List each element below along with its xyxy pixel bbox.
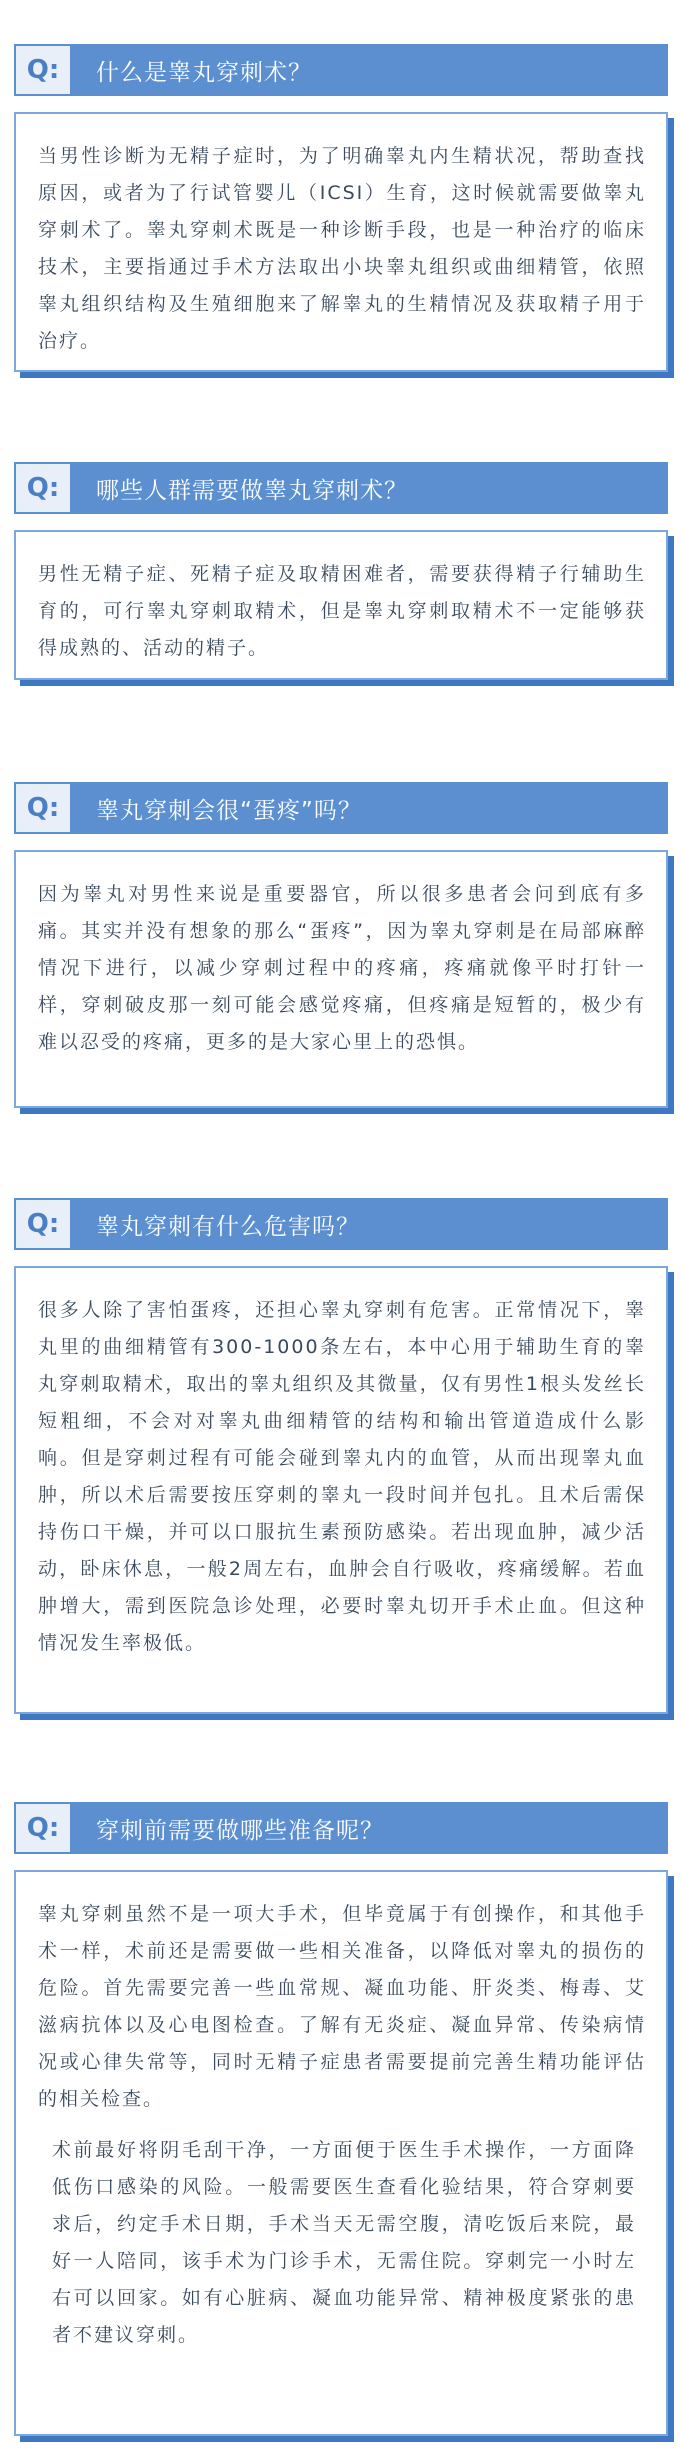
answer-box [14, 1266, 668, 1714]
q-badge: Q: [14, 1802, 72, 1854]
answer-text: 当男性诊断为无精子症时，为了明确睾丸内生精状况，帮助查找原因，或者为了行试管婴儿（ICSI）生育，这时候就需要做睾丸穿刺术了。睾丸穿刺术既是一种诊断手段，也是一种治疗的临床技术，主要指通过手术方法取出小块睾丸组织或曲细精管，依照睾丸组织结构及生殖细胞来了解睾丸的生精情况及获取精子用于治疗。 [38, 145, 646, 352]
answer-text: 因为睾丸对男性来说是重要器官，所以很多患者会问到底有多痛。其实并没有想象的那么“蛋疼”，因为睾丸穿刺是在局部麻醉情况下进行，以减少穿刺过程中的疼痛，疼痛就像平时打针一样，穿刺破皮那一刻可能会感觉疼痛，但疼痛是短暂的，极少有难以忍受的疼痛，更多的是大家心里上的恐惧。 [38, 883, 646, 1053]
answer-box [14, 112, 668, 372]
q-badge: Q: [14, 44, 72, 96]
answer-box [14, 850, 668, 1108]
question-title: 睾丸穿刺有什么危害吗？ [72, 1198, 668, 1250]
answer-text: 睾丸穿刺虽然不是一项大手术，但毕竟属于有创操作，和其他手术一样，术前还是需要做一些相关准备，以降低对睾丸的损伤的危险。首先需要完善一些血常规、凝血功能、肝炎类、梅毒、艾滋病抗体以及心电图检查。了解有无炎症、凝血异常、传染病情况或心律失常等，同时无精子症患者需要提前完善生精功能评估的相关检查。 [38, 1903, 646, 2110]
q-badge: Q: [14, 782, 72, 834]
question-title: 穿刺前需要做哪些准备呢？ [72, 1802, 668, 1854]
question-title: 哪些人群需要做睾丸穿刺术？ [72, 462, 668, 514]
q-badge: Q: [14, 1198, 72, 1250]
answer-box [14, 1870, 668, 2436]
question-title: 睾丸穿刺会很“蛋疼”吗？ [72, 782, 668, 834]
answer-text-continued: 术前最好将阴毛刮干净，一方面便于医生手术操作，一方面降低伤口感染的风险。一般需要医生查看化验结果，符合穿刺要求后，约定手术日期，手术当天无需空腹，清吃饭后来院，最好一人陪同，该手术为门诊手术，无需住院。穿刺完一小时左右可以回家。如有心脏病、凝血功能异常、精神极度紧张的患者不建议穿刺。 [52, 2139, 636, 2346]
question-header [14, 1198, 668, 1250]
question-header [14, 1802, 668, 1854]
answer-text: 很多人除了害怕蛋疼，还担心睾丸穿刺有危害。正常情况下，睾丸里的曲细精管有300-1000条左右，本中心用于辅助生育的睾丸穿刺取精术，取出的睾丸组织及其微量，仅有男性1根头发丝长短粗细，不会对对睾丸曲细精管的结构和输出管道造成什么影响。但是穿刺过程有可能会碰到睾丸内的血管，从而出现睾丸血肿，所以术后需要按压穿刺的睾丸一段时间并包扎。且术后需保持伤口干燥，并可以口服抗生素预防感染。若出现血肿，减少活动，卧床休息，一般2周左右，血肿会自行吸收，疼痛缓解。若血肿增大，需到医院急诊处理，必要时睾丸切开手术止血。但这种情况发生率极低。 [38, 1299, 646, 1654]
question-header [14, 462, 668, 514]
question-header [14, 782, 668, 834]
question-header [14, 44, 668, 96]
q-badge: Q: [14, 462, 72, 514]
answer-box [14, 530, 668, 680]
question-title: 什么是睾丸穿刺术？ [72, 44, 668, 96]
answer-text: 男性无精子症、死精子症及取精困难者，需要获得精子行辅助生育的，可行睾丸穿刺取精术，但是睾丸穿刺取精术不一定能够获得成熟的、活动的精子。 [38, 563, 646, 659]
